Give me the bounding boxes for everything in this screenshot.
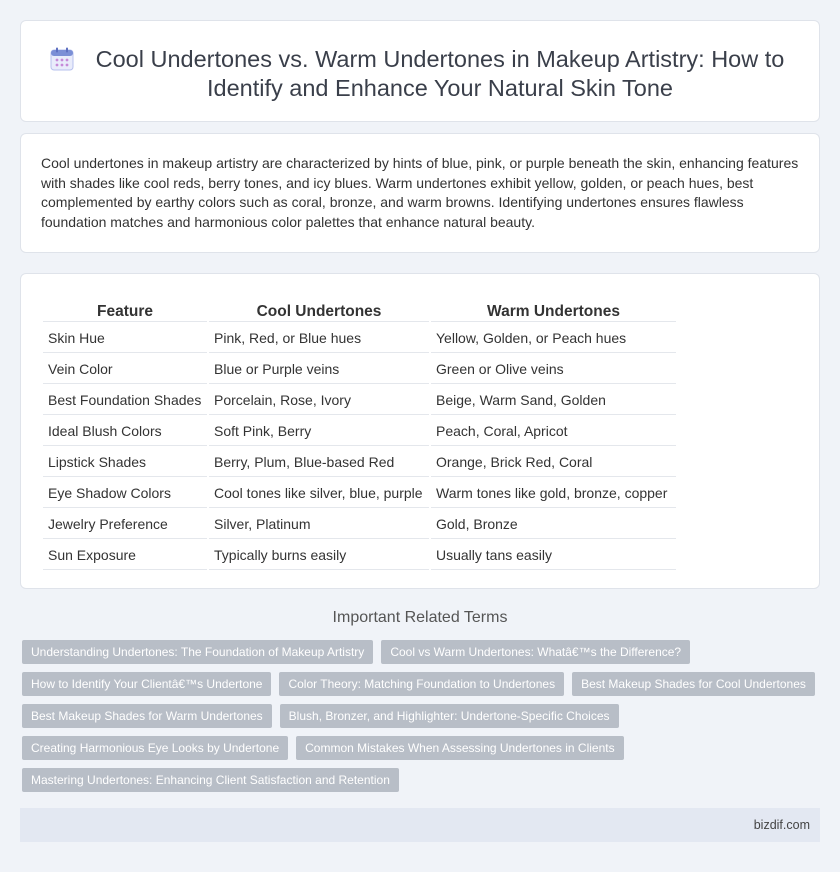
table-header-row [43, 296, 676, 322]
table-cell: Gold, Bronze [431, 510, 676, 539]
title-card [20, 20, 820, 122]
related-term-tag[interactable]: Color Theory: Matching Foundation to Undertones [279, 672, 564, 696]
footer [20, 808, 820, 842]
related-terms-list [22, 640, 822, 792]
table-row [43, 479, 676, 508]
table-row [43, 448, 676, 477]
table-cell: Soft Pink, Berry [209, 417, 429, 446]
table-cell: Vein Color [43, 355, 207, 384]
summary-text: Cool undertones in makeup artistry are characterized by hints of blue, pink, or purple beneath the skin, enhancing features with shades like cool reds, berry tones, and icy blues. Warm undertones exhibit yellow, golden, or peach hues, best complemented by earthy colors such as coral, bronze, and warm browns. Identifying undertones ensures flawless foundation matches and harmonious color palettes that enhance natural beauty. [41, 155, 799, 230]
table-cell: Best Foundation Shades [43, 386, 207, 415]
table-cell: Skin Hue [43, 324, 207, 353]
column-header: Warm Undertones [431, 296, 676, 322]
calendar-icon [50, 47, 74, 71]
table-cell: Berry, Plum, Blue-based Red [209, 448, 429, 477]
table-cell: Peach, Coral, Apricot [431, 417, 676, 446]
related-term-tag[interactable]: Best Makeup Shades for Warm Undertones [22, 704, 272, 728]
related-term-tag[interactable]: Common Mistakes When Assessing Undertones in Clients [296, 736, 623, 760]
footer-site-link[interactable]: bizdif.com [753, 818, 810, 832]
related-term-tag[interactable]: Blush, Bronzer, and Highlighter: Undertone-Specific Choices [280, 704, 619, 728]
table-cell: Warm tones like gold, bronze, copper [431, 479, 676, 508]
related-term-tag[interactable]: How to Identify Your Clientâ€™s Undertone [22, 672, 271, 696]
table-cell: Blue or Purple veins [209, 355, 429, 384]
related-terms-title: Important Related Terms [332, 609, 508, 626]
related-term-tag[interactable]: Mastering Undertones: Enhancing Client Satisfaction and Retention [22, 768, 399, 792]
table-cell: Porcelain, Rose, Ivory [209, 386, 429, 415]
table-cell: Typically burns easily [209, 541, 429, 570]
column-header: Cool Undertones [209, 296, 429, 322]
table-cell: Silver, Platinum [209, 510, 429, 539]
table-cell: Sun Exposure [43, 541, 207, 570]
table-cell: Beige, Warm Sand, Golden [431, 386, 676, 415]
table-row [43, 510, 676, 539]
table-cell: Green or Olive veins [431, 355, 676, 384]
table-cell: Usually tans easily [431, 541, 676, 570]
related-term-tag[interactable]: Best Makeup Shades for Cool Undertones [572, 672, 815, 696]
table-cell: Lipstick Shades [43, 448, 207, 477]
table-cell: Cool tones like silver, blue, purple [209, 479, 429, 508]
page-title: Cool Undertones vs. Warm Undertones in Makeup Artistry: How to Identify and Enhance Your Natural Skin Tone [95, 46, 785, 101]
table-cell: Ideal Blush Colors [43, 417, 207, 446]
related-term-tag[interactable]: Creating Harmonious Eye Looks by Undertone [22, 736, 288, 760]
comparison-table [41, 294, 678, 572]
related-term-tag[interactable]: Understanding Undertones: The Foundation of Makeup Artistry [22, 640, 373, 664]
table-cell: Pink, Red, or Blue hues [209, 324, 429, 353]
related-term-tag[interactable]: Cool vs Warm Undertones: Whatâ€™s the Difference? [381, 640, 690, 664]
table-row [43, 417, 676, 446]
table-cell: Yellow, Golden, or Peach hues [431, 324, 676, 353]
summary-card [20, 133, 820, 253]
table-cell: Jewelry Preference [43, 510, 207, 539]
table-row [43, 324, 676, 353]
column-header: Feature [43, 296, 207, 322]
table-row [43, 355, 676, 384]
table-row [43, 386, 676, 415]
table-row [43, 541, 676, 570]
table-cell: Eye Shadow Colors [43, 479, 207, 508]
comparison-table-card [20, 273, 820, 589]
table-cell: Orange, Brick Red, Coral [431, 448, 676, 477]
